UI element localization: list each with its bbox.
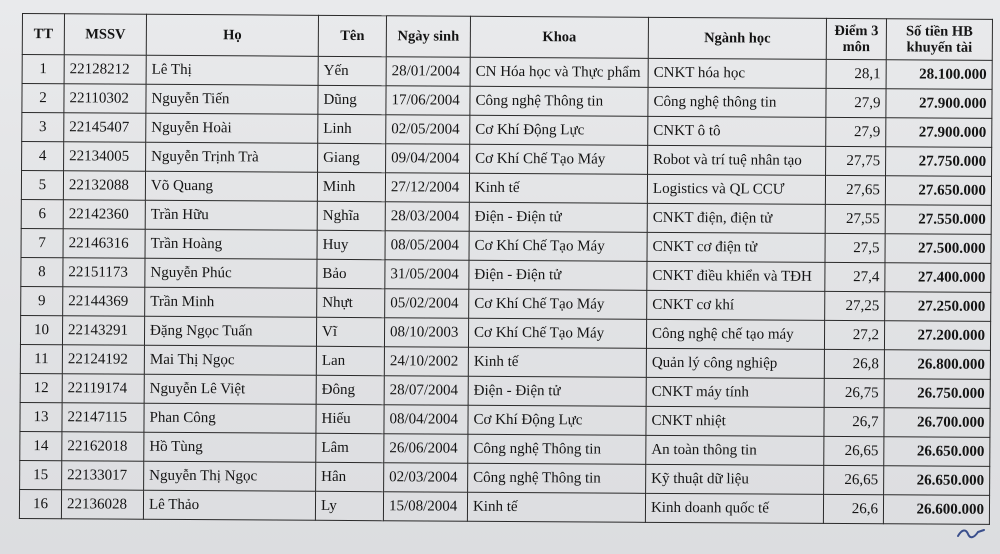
cell-nganh-hoc: An toàn thông tin — [646, 435, 824, 465]
cell-nganh-hoc: Robot và trí tuệ nhân tạo — [648, 145, 826, 175]
cell-ngay-sinh: 05/02/2004 — [385, 289, 469, 319]
cell-diem: 27,2 — [824, 320, 884, 349]
cell-diem: 26,75 — [824, 378, 884, 407]
cell-ngay-sinh: 26/06/2004 — [384, 434, 468, 464]
cell-tt: 16 — [19, 489, 61, 518]
cell-tt: 3 — [22, 113, 64, 142]
cell-mssv: 22128212 — [64, 55, 146, 85]
cell-tt: 4 — [22, 142, 64, 171]
cell-so-tien: 27.200.000 — [884, 321, 990, 351]
cell-mssv: 22110302 — [64, 84, 146, 114]
cell-so-tien: 27.650.000 — [885, 176, 991, 206]
cell-nganh-hoc: CNKT điều khiển và TĐH — [647, 261, 825, 291]
cell-so-tien: 27.750.000 — [886, 147, 992, 177]
cell-ten: Nghĩa — [317, 201, 385, 230]
scholarship-table — [19, 13, 993, 525]
cell-nganh-hoc: CNKT máy tính — [646, 377, 824, 407]
cell-ten: Lan — [316, 346, 384, 375]
cell-ten: Ly — [315, 491, 383, 520]
cell-khoa: Cơ Khí Chế Tạo Máy — [469, 289, 647, 319]
cell-so-tien: 28.100.000 — [886, 60, 992, 90]
header-ten: Tên — [318, 15, 386, 56]
table-row — [19, 489, 989, 524]
table-body — [19, 55, 992, 525]
cell-ngay-sinh: 02/03/2004 — [384, 463, 468, 493]
cell-ho: Nguyễn Trịnh Trà — [146, 142, 318, 172]
cell-ten: Bảo — [317, 259, 385, 288]
cell-nganh-hoc: CNKT cơ khí — [647, 290, 825, 320]
header-khoa: Khoa — [470, 16, 648, 58]
header-ngay-sinh: Ngày sinh — [386, 16, 470, 58]
cell-khoa: Điện - Điện tử — [469, 260, 647, 290]
cell-ho: Võ Quang — [145, 171, 317, 201]
cell-so-tien: 27.550.000 — [885, 205, 991, 235]
cell-ho: Đặng Ngọc Tuấn — [144, 316, 316, 346]
cell-so-tien: 26.700.000 — [884, 408, 990, 438]
cell-ten: Dũng — [318, 85, 386, 114]
cell-tt: 2 — [22, 84, 64, 113]
cell-nganh-hoc: Công nghệ chế tạo máy — [646, 319, 824, 349]
cell-nganh-hoc: Kỹ thuật dữ liệu — [646, 464, 824, 494]
cell-nganh-hoc: CNKT nhiệt — [646, 406, 824, 436]
header-mssv: MSSV — [64, 14, 146, 56]
header-nganh-hoc: Ngành học — [648, 17, 826, 59]
cell-mssv: 22134005 — [64, 142, 146, 172]
cell-diem: 26,65 — [824, 436, 884, 465]
cell-ngay-sinh: 15/08/2004 — [383, 492, 467, 522]
cell-tt: 7 — [21, 228, 63, 257]
cell-khoa: Kinh tế — [468, 347, 646, 377]
cell-tt: 1 — [22, 55, 64, 84]
cell-so-tien: 26.750.000 — [884, 379, 990, 409]
cell-mssv: 22133017 — [62, 461, 144, 491]
cell-nganh-hoc: Công nghệ thông tin — [648, 87, 826, 117]
cell-ho: Phan Công — [144, 403, 316, 433]
cell-ngay-sinh: 08/10/2003 — [384, 318, 468, 348]
cell-khoa: Kinh tế — [469, 173, 647, 203]
cell-ten: Giang — [318, 143, 386, 172]
cell-tt: 11 — [20, 344, 62, 373]
cell-so-tien: 27.500.000 — [885, 234, 991, 264]
cell-khoa: Cơ Khí Động Lực — [470, 115, 648, 145]
cell-nganh-hoc: Quản lý công nghiệp — [646, 348, 824, 378]
cell-diem: 27,4 — [825, 262, 885, 291]
cell-nganh-hoc: CNKT điện, điện tử — [647, 203, 825, 233]
cell-so-tien: 26.650.000 — [884, 466, 990, 496]
cell-ten: Hân — [316, 462, 384, 491]
cell-ngay-sinh: 28/01/2004 — [386, 57, 470, 87]
cell-khoa: Kinh tế — [467, 492, 645, 522]
cell-so-tien: 27.900.000 — [886, 118, 992, 148]
cell-ten: Yến — [318, 56, 386, 85]
cell-so-tien: 27.250.000 — [885, 292, 991, 322]
cell-so-tien: 26.650.000 — [884, 437, 990, 467]
cell-ho: Nguyễn Thị Ngọc — [144, 461, 316, 491]
cell-ho: Hồ Tùng — [144, 432, 316, 462]
cell-khoa: Cơ Khí Động Lực — [468, 405, 646, 435]
cell-ho: Nguyễn Tiến — [146, 84, 318, 114]
cell-ten: Minh — [317, 172, 385, 201]
cell-ngay-sinh: 27/12/2004 — [385, 173, 469, 203]
cell-ten: Vĩ — [316, 317, 384, 346]
cell-ten: Nhựt — [317, 288, 385, 317]
cell-mssv: 22147115 — [62, 403, 144, 433]
cell-diem: 26,6 — [823, 494, 883, 523]
cell-diem: 28,1 — [826, 59, 886, 88]
cell-ten: Linh — [318, 114, 386, 143]
cell-ngay-sinh: 17/06/2004 — [386, 86, 470, 116]
cell-khoa: Công nghệ Thông tin — [470, 86, 648, 116]
cell-mssv: 22143291 — [62, 316, 144, 346]
cell-tt: 5 — [21, 171, 63, 200]
cell-diem: 26,7 — [824, 407, 884, 436]
cell-ho: Lê Thảo — [143, 490, 315, 520]
cell-nganh-hoc: Logistics và QL CCƯ — [647, 174, 825, 204]
cell-mssv: 22144369 — [63, 287, 145, 317]
cell-khoa: Công nghệ Thông tin — [468, 463, 646, 493]
cell-tt: 8 — [21, 257, 63, 286]
cell-mssv: 22162018 — [62, 432, 144, 462]
cell-diem: 27,25 — [825, 291, 885, 320]
cell-ten: Hiếu — [316, 404, 384, 433]
cell-ho: Trần Hoàng — [145, 229, 317, 259]
cell-ngay-sinh: 28/07/2004 — [384, 376, 468, 406]
cell-khoa: Điện - Điện tử — [468, 376, 646, 406]
cell-ho: Trần Hữu — [145, 200, 317, 230]
cell-tt: 6 — [21, 199, 63, 228]
cell-ho: Lê Thị — [146, 55, 318, 85]
cell-ngay-sinh: 08/04/2004 — [384, 405, 468, 435]
cell-tt: 12 — [20, 373, 62, 402]
cell-ten: Lâm — [316, 433, 384, 462]
cell-so-tien: 26.600.000 — [883, 495, 989, 525]
cell-diem: 27,55 — [825, 204, 885, 233]
cell-nganh-hoc: CNKT ô tô — [648, 116, 826, 146]
cell-khoa: Cơ Khí Chế Tạo Máy — [470, 144, 648, 174]
cell-diem: 26,8 — [824, 349, 884, 378]
cell-ho: Mai Thị Ngọc — [144, 345, 316, 375]
cell-nganh-hoc: CNKT hóa học — [648, 58, 826, 88]
cell-khoa: Cơ Khí Chế Tạo Máy — [469, 231, 647, 261]
cell-diem: 27,9 — [826, 88, 886, 117]
cell-diem: 27,65 — [825, 175, 885, 204]
cell-diem: 27,75 — [826, 146, 886, 175]
cell-diem: 26,65 — [824, 465, 884, 494]
cell-mssv: 22146316 — [63, 229, 145, 259]
header-row — [22, 14, 992, 61]
header-ho: Họ — [146, 14, 318, 56]
cell-mssv: 22119174 — [62, 374, 144, 404]
cell-ho: Nguyễn Phúc — [145, 258, 317, 288]
cell-mssv: 22124192 — [62, 345, 144, 375]
cell-diem: 27,9 — [826, 117, 886, 146]
cell-ho: Nguyễn Hoài — [146, 113, 318, 143]
cell-khoa: Điện - Điện tử — [469, 202, 647, 232]
header-tt: TT — [22, 14, 64, 55]
cell-mssv: 22142360 — [63, 200, 145, 230]
cell-diem: 27,5 — [825, 233, 885, 262]
cell-khoa: CN Hóa học và Thực phẩm — [470, 57, 648, 87]
cell-khoa: Cơ Khí Chế Tạo Máy — [468, 318, 646, 348]
cell-ngay-sinh: 24/10/2002 — [384, 347, 468, 377]
cell-ngay-sinh: 28/03/2004 — [385, 202, 469, 232]
cell-mssv: 22151173 — [63, 258, 145, 288]
signature-mark — [956, 526, 986, 540]
header-so-tien: Số tiền HB khuyến tài — [886, 19, 992, 61]
cell-mssv: 22132088 — [63, 171, 145, 201]
header-diem: Điểm 3 môn — [826, 18, 886, 59]
cell-tt: 9 — [21, 286, 63, 315]
cell-ten: Huy — [317, 230, 385, 259]
cell-mssv: 22136028 — [61, 490, 143, 520]
cell-so-tien: 27.400.000 — [885, 263, 991, 293]
cell-tt: 14 — [20, 431, 62, 460]
cell-ten: Đông — [316, 375, 384, 404]
cell-tt: 10 — [20, 315, 62, 344]
cell-ngay-sinh: 09/04/2004 — [386, 144, 470, 174]
cell-so-tien: 27.900.000 — [886, 89, 992, 119]
cell-tt: 15 — [20, 460, 62, 489]
cell-ngay-sinh: 02/05/2004 — [386, 115, 470, 145]
cell-ngay-sinh: 08/05/2004 — [385, 231, 469, 261]
cell-tt: 13 — [20, 402, 62, 431]
cell-so-tien: 26.800.000 — [884, 350, 990, 380]
cell-ho: Nguyễn Lê Việt — [144, 374, 316, 404]
cell-ngay-sinh: 31/05/2004 — [385, 260, 469, 290]
cell-ho: Trần Minh — [145, 287, 317, 317]
cell-mssv: 22145407 — [64, 113, 146, 143]
cell-khoa: Công nghệ Thông tin — [468, 434, 646, 464]
cell-nganh-hoc: CNKT cơ điện tử — [647, 232, 825, 262]
cell-nganh-hoc: Kinh doanh quốc tế — [645, 493, 823, 523]
